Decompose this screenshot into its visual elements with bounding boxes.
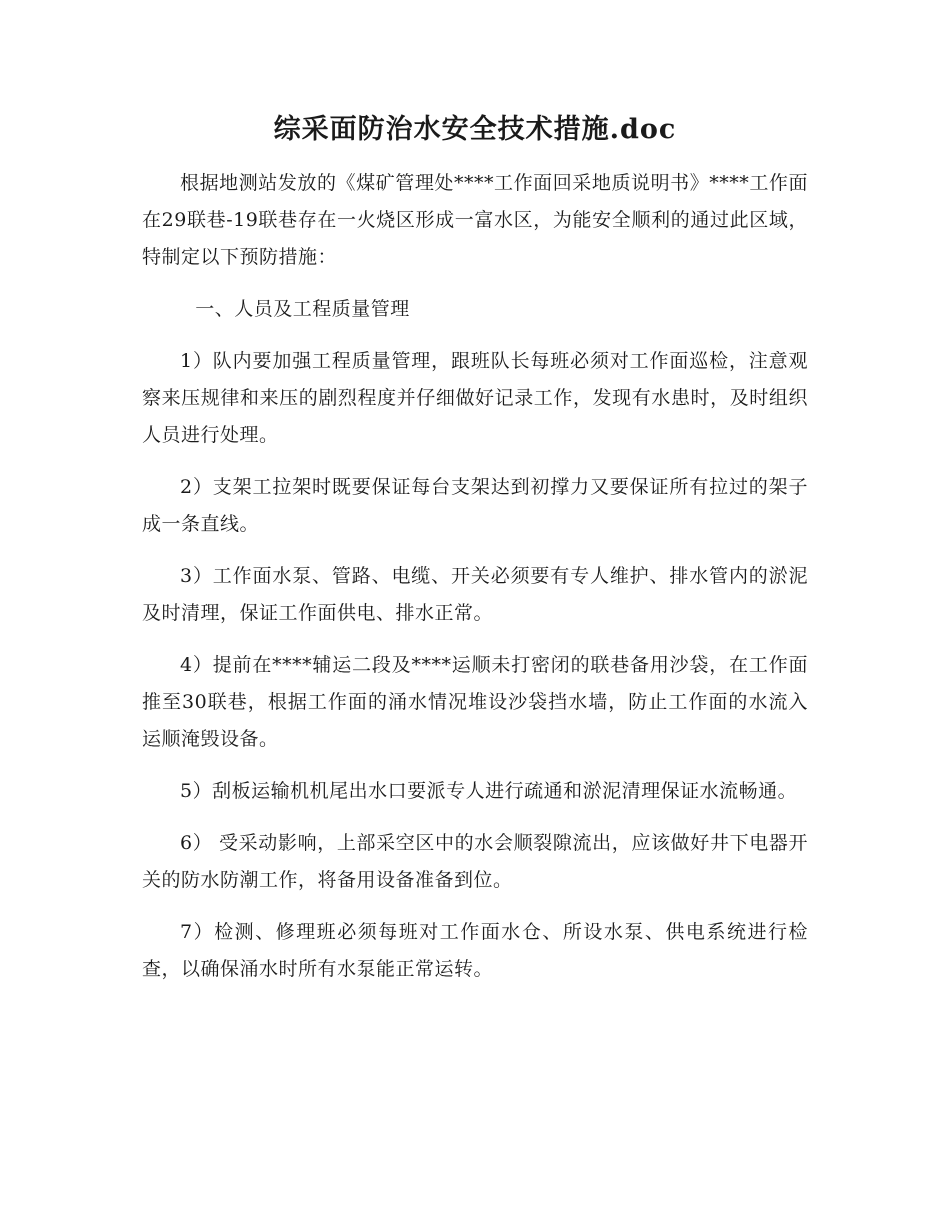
- measure-paragraph-5: 5）刮板运输机机尾出水口要派专人进行疏通和淤泥清理保证水流畅通。: [180, 780, 798, 802]
- intro-paragraph: 根据地测站发放的《煤矿管理处****工作面回采地质说明书》****工作面在29联巷-19联巷存在一火烧区形成一富水区，为能安全顺利的通过此区域，特制定以下预防措施：: [142, 172, 808, 268]
- measure-paragraph-6: 6） 受采动影响，上部采空区中的水会顺裂隙流出，应该做好井下电器开关的防水防潮工作，将备用设备准备到位。: [142, 832, 808, 891]
- measure-paragraph-4: 4）提前在****辅运二段及****运顺未打密闭的联巷备用沙袋，在工作面推至30联巷，根据工作面的涌水情况堆设沙袋挡水墙，防止工作面的水流入运顺淹毁设备。: [142, 654, 808, 750]
- measure-paragraph-1: 1）队内要加强工程质量管理，跟班队长每班必须对工作面巡检，注意观察来压规律和来压的剧烈程度并仔细做好记录工作，发现有水患时，及时组织人员进行处理。: [142, 350, 808, 446]
- measure-paragraph-2: 2）支架工拉架时既要保证每台支架达到初撑力又要保证所有拉过的架子成一条直线。: [142, 476, 808, 535]
- document-title: 综采面防治水安全技术措施.doc: [273, 114, 677, 145]
- section-heading: 一、人员及工程质量管理: [195, 298, 410, 320]
- measure-paragraph-3: 3）工作面水泵、管路、电缆、开关必须要有专人维护、排水管内的淤泥及时清理，保证工作面供电、排水正常。: [142, 565, 808, 624]
- measure-paragraph-7: 7）检测、修理班必须每班对工作面水仓、所设水泵、供电系统进行检查，以确保涌水时所有水泵能正常运转。: [142, 921, 808, 980]
- document-body: [142, 165, 808, 988]
